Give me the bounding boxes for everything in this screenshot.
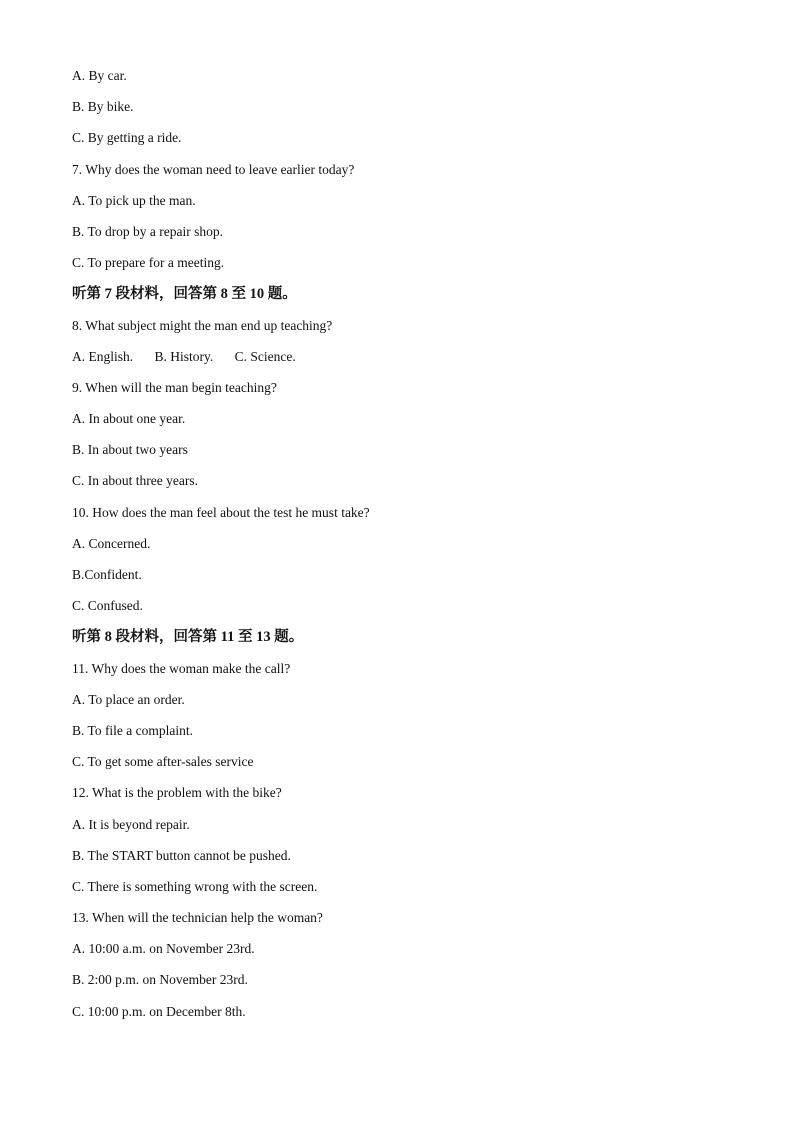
q8-option-c: C. Science. <box>234 348 296 364</box>
q13-option-c: C. 10:00 p.m. on December 8th. <box>72 1003 246 1019</box>
q11-option-c: C. To get some after-sales service <box>72 754 254 770</box>
q7-question: 7. Why does the woman need to leave earlier today? <box>72 161 355 177</box>
q6-option-c: C. By getting a ride. <box>72 130 182 146</box>
q10-option-b: B.Confident. <box>72 567 142 582</box>
q8-question: 8. What subject might the man end up teaching? <box>72 317 333 333</box>
q12-question: 12. What is the problem with the bike? <box>72 785 282 801</box>
q10-option-c: C. Confused. <box>72 598 143 614</box>
q13-option-a: A. 10:00 a.m. on November 23rd. <box>72 941 255 957</box>
q12-option-b: B. The START button cannot be pushed. <box>72 847 291 863</box>
q9-option-a: A. In about one year. <box>72 411 186 427</box>
q7-option-a: A. To pick up the man. <box>72 192 196 208</box>
q12-option-c: C. There is something wrong with the screen. <box>72 878 318 894</box>
q9-question: 9. When will the man begin teaching? <box>72 379 277 395</box>
q11-option-b: B. To file a complaint. <box>72 722 194 738</box>
section-heading-8: 听第 8 段材料，回答第 11 至 13 题。 <box>72 629 304 646</box>
q9-option-b: B. In about two years <box>72 442 188 458</box>
q9-option-c: C. In about three years. <box>72 473 198 489</box>
document-page <box>72 66 752 1033</box>
section-heading-7: 听第 7 段材料，回答第 8 至 10 题。 <box>72 286 297 303</box>
q6-option-b: B. By bike. <box>72 99 134 115</box>
q7-option-c: C. To prepare for a meeting. <box>72 255 225 271</box>
q10-option-a: A. Concerned. <box>72 535 151 551</box>
q13-option-b: B. 2:00 p.m. on November 23rd. <box>72 972 248 988</box>
q6-option-a: A. By car. <box>72 68 127 83</box>
q7-option-b: B. To drop by a repair shop. <box>72 223 224 239</box>
q12-option-a: A. It is beyond repair. <box>72 816 190 832</box>
q10-question: 10. How does the man feel about the test he must take? <box>72 504 370 520</box>
q11-question: 11. Why does the woman make the call? <box>72 660 291 676</box>
q8-options-row <box>72 347 752 378</box>
q8-option-a: A. English. <box>72 348 134 364</box>
q13-question: 13. When will the technician help the woman? <box>72 910 323 926</box>
q8-option-b: B. History. <box>154 348 214 364</box>
q11-option-a: A. To place an order. <box>72 691 185 707</box>
